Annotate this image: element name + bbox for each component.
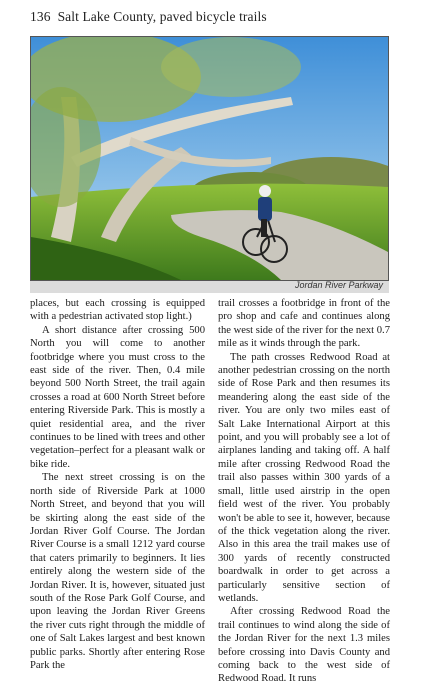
right-text-column <box>218 297 390 686</box>
photo-of-cyclist-on-paved-trail-icon <box>31 37 388 280</box>
page-number: 136 <box>30 9 51 24</box>
paragraph: The path crosses Redwood Road at another pedestrian crossing on the north side of Rose Park and then resumes its meandering along the east side of the river. You are only two miles east of Salt Lake International Airport at this point, and you will probably see a lot of airplanes landing and taking off. A half mile after crossing Redwood Road the trail also passes within 300 yards of a small, little used airstrip in the open field west of the river. You probably won't be able to see it, however, because of the thick vegetation along the river. Also in this area the trail makes use of 300 yards of recently constructed boardwalk in order to get across a particularly sensitive section of wetlands. <box>218 351 390 604</box>
paragraph: After crossing Redwood Road the trail continues to wind along the side of the Jordan River for the next 1.3 miles before crossing into Davis County and coming back to the west side of Redwood Road. It runs <box>218 606 390 685</box>
left-text-column <box>30 297 205 672</box>
paragraph: trail crosses a footbridge in front of the pro shop and cafe and continues along the west side of the river for the next 0.7 mile as it winds through the park. <box>218 298 390 350</box>
paragraph: places, but each crossing is equipped with a pedestrian activated stop light.) <box>30 298 205 323</box>
paragraph: A short distance after crossing 500 North you will come to another footbridge where you must cross to the east side of the river. Then, 0.4 mile beyond 500 North Street, the trail again crosses a road at 600 North Street before entering Riverside Park. This is mostly a quiet residential area, and the river continues to be lined with trees and other vegetation–perfect for a pleasant walk or bike ride. <box>30 324 205 470</box>
photo-caption-bar <box>30 281 389 293</box>
paragraph: The next street crossing is on the north side of Riverside Park at 1000 North Street, and beyond that you will be skirting along the east side of the Jordan River Golf Course. The Jordan River Course is a small 1212 yard course that caters primarily to beginners. It lies entirely along the western side of the Jordan River. It is, however, situated just south of the Rose Park Golf Course, and upon leaving the Jordan River Greens the river cuts right through the middle of one of Salt Lakes largest and best known public parks. Shortly after entering Rose Park the <box>30 472 205 671</box>
page-header <box>30 9 267 25</box>
chapter-title: Salt Lake County, paved bicycle trails <box>57 9 267 24</box>
photo-caption: Jordan River Parkway <box>294 280 383 290</box>
trail-photo <box>30 36 389 281</box>
